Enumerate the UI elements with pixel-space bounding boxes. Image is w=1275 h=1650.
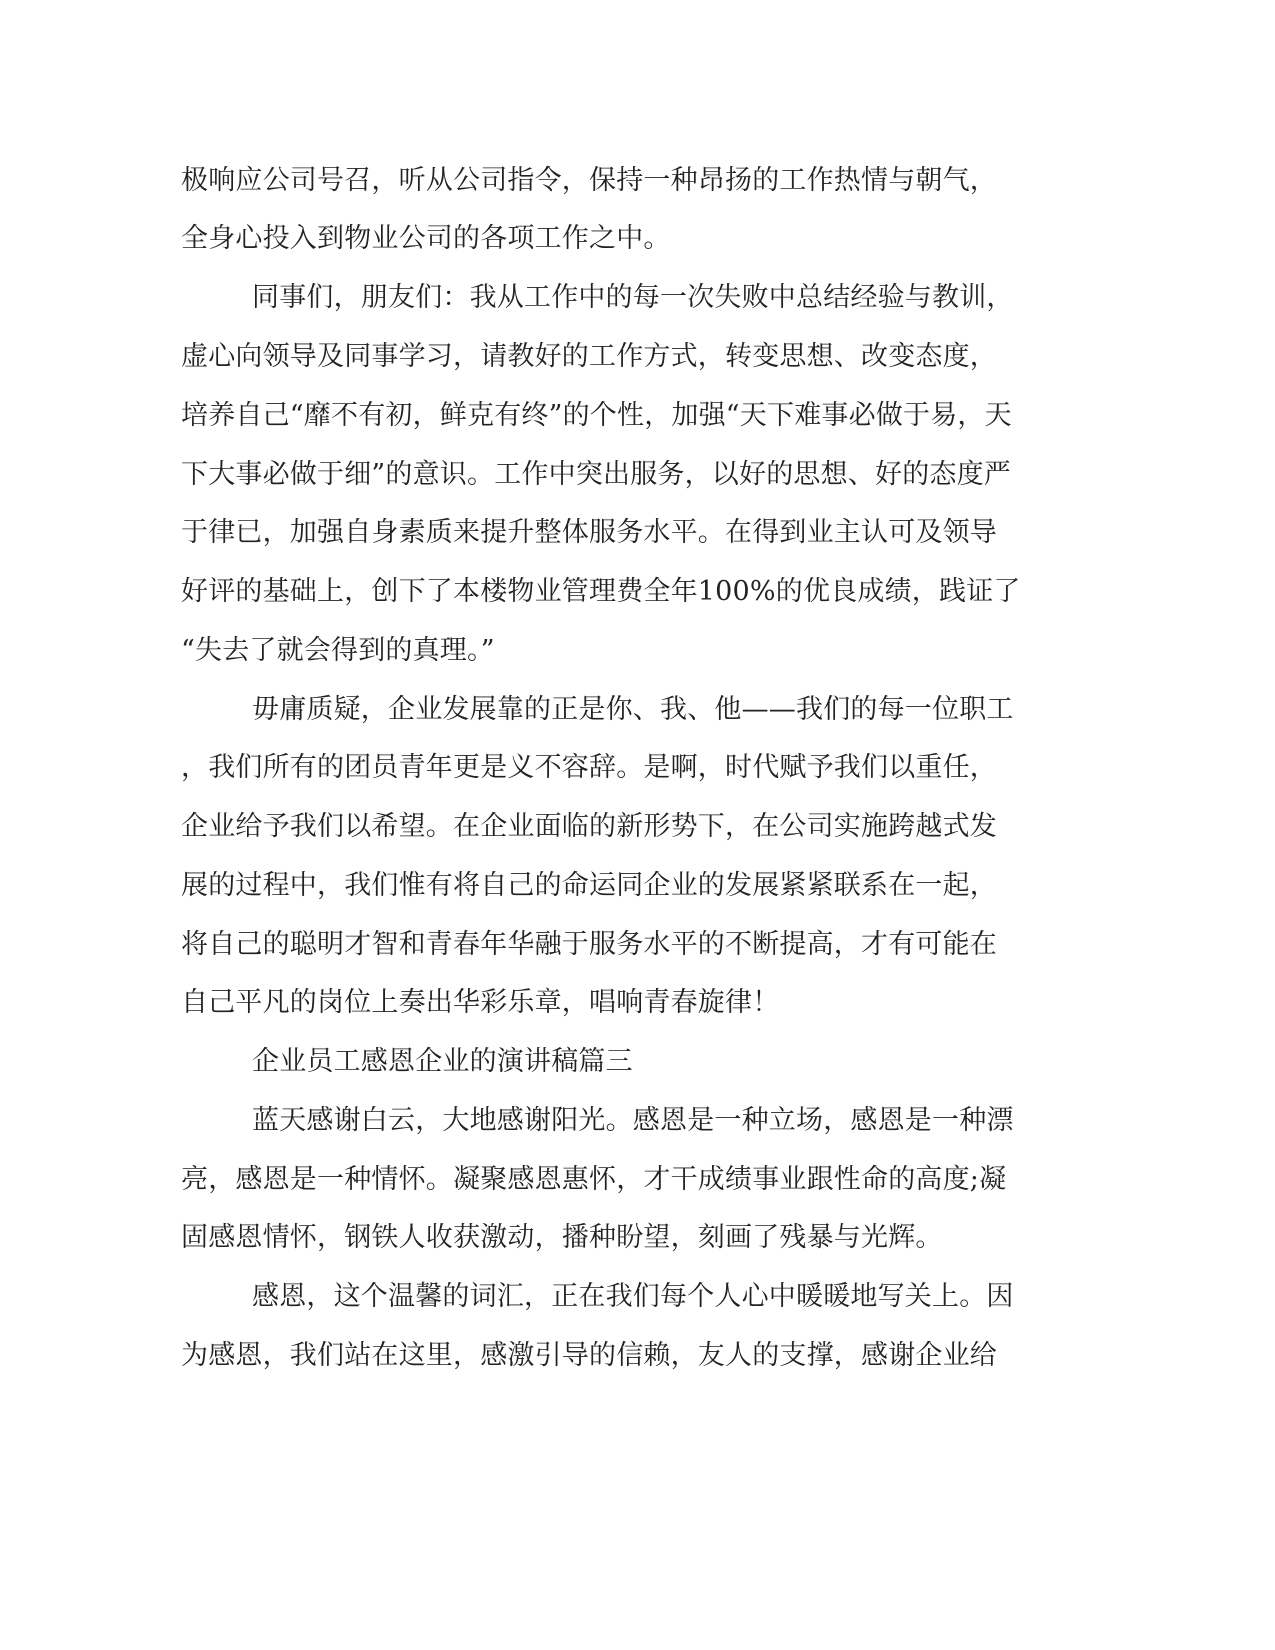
text-line: 展的过程中，我们惟有将自己的命运同企业的发展紧紧联系在一起， bbox=[181, 870, 997, 901]
text-line: 将自己的聪明才智和青春年华融于服务水平的不断提高，才有可能在 bbox=[181, 929, 997, 960]
text-line: 下大事必做于细”的意识。工作中突出服务，以好的思想、好的态度严 bbox=[181, 459, 1012, 490]
text-line: 虚心向领导及同事学习，请教好的工作方式，转变思想、改变态度， bbox=[181, 341, 997, 372]
text-line: 自己平凡的岗位上奏出华彩乐章，唱响青春旋律！ bbox=[181, 987, 780, 1018]
text-line: ，我们所有的团员青年更是义不容辞。是啊，时代赋予我们以重任， bbox=[181, 752, 997, 783]
paragraph-start-line: 同事们，朋友们：我从工作中的每一次失败中总结经验与教训， bbox=[252, 282, 1014, 313]
text-line: 全身心投入到物业公司的各项工作之中。 bbox=[181, 223, 671, 254]
paragraph-start-line: 蓝天感谢白云，大地感谢阳光。感恩是一种立场，感恩是一种漂 bbox=[252, 1105, 1014, 1136]
text-line: 固感恩情怀，钢铁人收获激动，播种盼望，刻画了残暴与光辉。 bbox=[181, 1222, 943, 1253]
text-line: 企业给予我们以希望。在企业面临的新形势下，在公司实施跨越式发 bbox=[181, 811, 997, 842]
paragraph-start-line: 感恩，这个温馨的词汇，正在我们每个人心中暖暖地写关上。因 bbox=[252, 1281, 1014, 1312]
paragraph-start-line: 毋庸质疑，企业发展靠的正是你、我、他——我们的每一位职工 bbox=[252, 694, 1014, 725]
text-line: 好评的基础上，创下了本楼物业管理费全年100%的优良成绩，践证了 bbox=[181, 576, 1021, 607]
section-heading: 企业员工感恩企业的演讲稿篇三 bbox=[252, 1046, 633, 1077]
text-line: 极响应公司号召，听从公司指令，保持一种昂扬的工作热情与朝气， bbox=[181, 165, 997, 196]
text-line: “失去了就会得到的真理。” bbox=[181, 635, 495, 666]
text-line: 为感恩，我们站在这里，感激引导的信赖，友人的支撑，感谢企业给 bbox=[181, 1340, 997, 1371]
text-line: 培养自己“靡不有初，鲜克有终”的个性，加强“天下难事必做于易，天 bbox=[181, 400, 1012, 431]
text-line: 亮，感恩是一种情怀。凝聚感恩惠怀，才干成绩事业跟性命的高度;凝 bbox=[181, 1164, 1007, 1195]
text-line: 于律已，加强自身素质来提升整体服务水平。在得到业主认可及领导 bbox=[181, 517, 997, 548]
